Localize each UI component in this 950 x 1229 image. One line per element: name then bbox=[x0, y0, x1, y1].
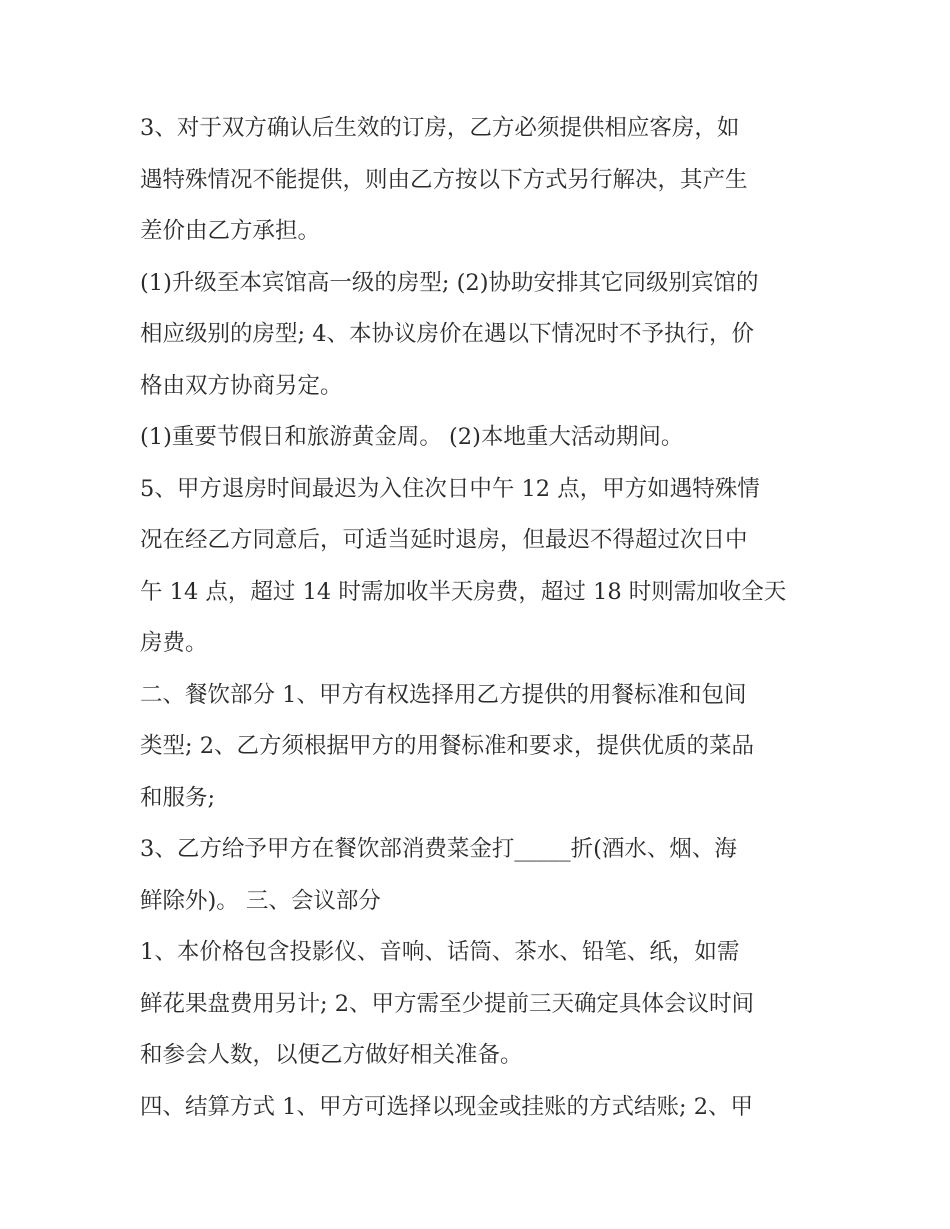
text-line: 格由双方协商另定。 bbox=[140, 372, 343, 399]
text-line: 四、结算方式 1、甲方可选择以现金或挂账的方式结账; 2、甲 bbox=[140, 1093, 754, 1120]
text-line: 3、对于双方确认后生效的订房，乙方必须提供相应客房，如 bbox=[140, 115, 740, 141]
text-line: 差价由乙方承担。 bbox=[140, 218, 321, 244]
text-line: 1、本价格包含投影仪、音响、话筒、茶水、铅笔、纸，如需 bbox=[140, 939, 740, 965]
text-line: (1)升级至本宾馆高一级的房型; (2)协助安排其它同级别宾馆的 bbox=[140, 269, 759, 296]
text-line: 5、甲方退房时间最迟为入住次日中午 12 点，甲方如遇特殊情 bbox=[140, 475, 760, 502]
text-line: 房费。 bbox=[140, 630, 208, 656]
text-line: 鲜除外)。 三、会议部分 bbox=[140, 887, 381, 914]
text-line: 鲜花果盘费用另计; 2、甲方需至少提前三天确定具体会议时间 bbox=[140, 990, 755, 1017]
text-line: 类型; 2、乙方须根据甲方的用餐标准和要求，提供优质的菜品 bbox=[140, 733, 755, 759]
text-line: 二、餐饮部分 1、甲方有权选择用乙方提供的用餐标准和包间 bbox=[140, 681, 747, 708]
text-line: 3、乙方给予甲方在餐饮部消费菜金打_____折(酒水、烟、海 bbox=[140, 836, 737, 862]
text-line: 遇特殊情况不能提供，则由乙方按以下方式另行解决，其产生 bbox=[140, 166, 748, 193]
text-line: 况在经乙方同意后，可适当延时退房，但最迟不得超过次日中 bbox=[140, 527, 748, 553]
text-line: (1)重要节假日和旅游黄金周。 (2)本地重大活动期间。 bbox=[140, 424, 684, 450]
text-line: 和服务; bbox=[140, 784, 216, 811]
text-line: 相应级别的房型; 4、本协议房价在遇以下情况时不予执行，价 bbox=[140, 321, 755, 347]
document-body bbox=[140, 103, 812, 1133]
text-line: 和参会人数，以便乙方做好相关准备。 bbox=[140, 1042, 523, 1068]
text-line: 午 14 点，超过 14 时需加收半天房费，超过 18 时则需加收全天 bbox=[140, 578, 787, 605]
